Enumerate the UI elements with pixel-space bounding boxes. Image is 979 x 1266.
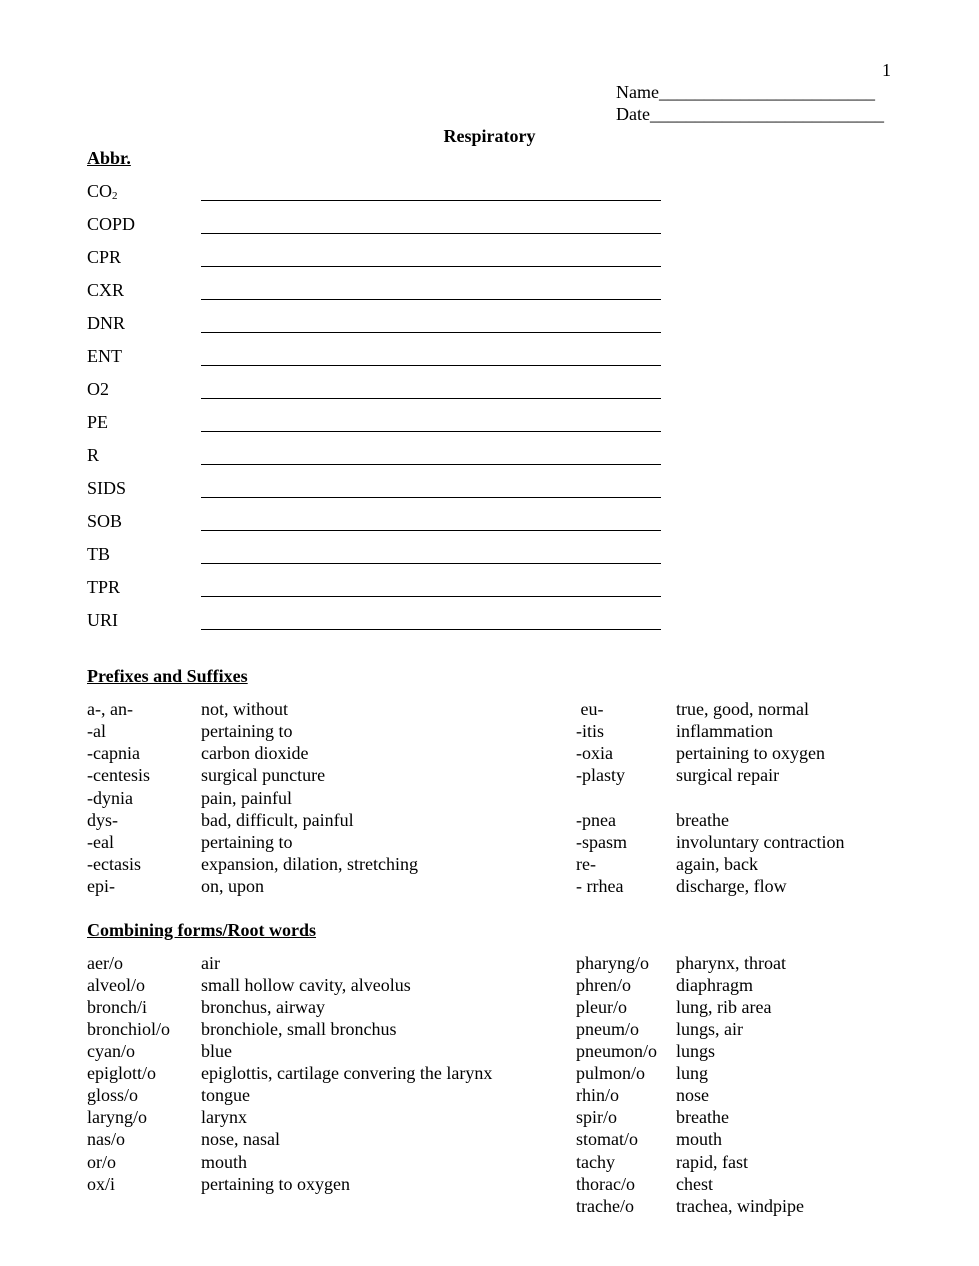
- abbr-item: TPR: [87, 577, 121, 597]
- abbr-answer-line[interactable]: [201, 233, 661, 234]
- prefix-definition: pain, painful: [201, 788, 292, 808]
- suffix-term: -itis: [576, 721, 605, 741]
- prefix-definition: not, without: [201, 699, 289, 719]
- abbr-item: URI: [87, 610, 118, 630]
- root-term: alveol/o: [87, 975, 145, 995]
- suffix-term: -pnea: [576, 810, 616, 830]
- suffix-term: -spasm: [576, 832, 627, 852]
- abbr-item: TB: [87, 544, 111, 564]
- abbr-answer-line[interactable]: [201, 563, 661, 564]
- prefix-term: dys-: [87, 810, 118, 830]
- abbr-co2-subscript: 2: [112, 190, 118, 202]
- abbr-item: DNR: [87, 313, 126, 333]
- abbr-item: ENT: [87, 346, 122, 366]
- root-definition: lung, rib area: [676, 997, 772, 1017]
- root-term: aer/o: [87, 953, 123, 973]
- prefix-term: -eal: [87, 832, 114, 852]
- prefix-term: -capnia: [87, 743, 140, 763]
- suffix-definition: inflammation: [676, 721, 773, 741]
- root-term: rhin/o: [576, 1085, 619, 1105]
- root-term: bronch/i: [87, 997, 147, 1017]
- root-term: thorac/o: [576, 1174, 635, 1194]
- root-term: nas/o: [87, 1129, 125, 1149]
- root-term: or/o: [87, 1152, 116, 1172]
- root-term: pneum/o: [576, 1019, 639, 1039]
- prefix-term: -al: [87, 721, 106, 741]
- abbr-answer-line[interactable]: [201, 431, 661, 432]
- root-definition: lungs, air: [676, 1019, 743, 1039]
- root-term: ox/i: [87, 1174, 116, 1194]
- root-term: pharyng/o: [576, 953, 649, 973]
- root-definition: air: [201, 953, 220, 973]
- root-definition: pharynx, throat: [676, 953, 786, 973]
- root-term: cyan/o: [87, 1041, 135, 1061]
- root-term: bronchiol/o: [87, 1019, 170, 1039]
- abbr-item: PE: [87, 412, 109, 432]
- prefix-term: a-, an-: [87, 699, 133, 719]
- root-definition: trachea, windpipe: [676, 1196, 804, 1216]
- prefix-definition: pertaining to: [201, 721, 293, 741]
- root-definition: pertaining to oxygen: [201, 1174, 350, 1194]
- suffix-definition: again, back: [676, 854, 758, 874]
- root-term: phren/o: [576, 975, 631, 995]
- abbr-answer-line[interactable]: [201, 530, 661, 531]
- date-field[interactable]: Date__________________________: [616, 104, 884, 124]
- root-definition: lung: [676, 1063, 709, 1083]
- root-definition: mouth: [201, 1152, 248, 1172]
- suffix-term: - rrhea: [576, 876, 624, 896]
- page-number: 1: [882, 60, 891, 80]
- suffix-term: -oxia: [576, 743, 613, 763]
- suffix-definition: true, good, normal: [676, 699, 809, 719]
- root-term: tachy: [576, 1152, 615, 1172]
- root-term: gloss/o: [87, 1085, 139, 1105]
- prefix-definition: carbon dioxide: [201, 743, 309, 763]
- abbr-answer-line[interactable]: [201, 299, 661, 300]
- root-term: stomat/o: [576, 1129, 638, 1149]
- abbr-answer-line[interactable]: [201, 596, 661, 597]
- suffix-term: re-: [576, 854, 596, 874]
- prefixes-heading: Prefixes and Suffixes: [87, 666, 248, 686]
- prefix-definition: expansion, dilation, stretching: [201, 854, 418, 874]
- root-definition: epiglottis, cartilage convering the larynx: [201, 1063, 493, 1083]
- root-definition: nose, nasal: [201, 1129, 280, 1149]
- prefix-term: -ectasis: [87, 854, 141, 874]
- prefix-definition: bad, difficult, painful: [201, 810, 354, 830]
- abbr-answer-line[interactable]: [201, 497, 661, 498]
- root-definition: nose: [676, 1085, 709, 1105]
- suffix-definition: surgical repair: [676, 765, 780, 785]
- abbr-answer-line[interactable]: [201, 464, 661, 465]
- root-term: laryng/o: [87, 1107, 147, 1127]
- abbr-item: CPR: [87, 247, 122, 267]
- suffix-definition: pertaining to oxygen: [676, 743, 825, 763]
- abbr-item: O2: [87, 379, 109, 399]
- root-definition: bronchiole, small bronchus: [201, 1019, 397, 1039]
- root-definition: tongue: [201, 1085, 250, 1105]
- prefix-term: -dynia: [87, 788, 133, 808]
- abbr-heading: Abbr.: [87, 148, 131, 168]
- suffix-term: -plasty: [576, 765, 625, 785]
- suffix-definition: breathe: [676, 810, 729, 830]
- root-term: pneumon/o: [576, 1041, 657, 1061]
- abbr-answer-line[interactable]: [201, 332, 661, 333]
- prefix-definition: pertaining to: [201, 832, 293, 852]
- root-term: epiglott/o: [87, 1063, 156, 1083]
- abbr-answer-line[interactable]: [201, 266, 661, 267]
- root-term: pulmon/o: [576, 1063, 646, 1083]
- abbr-item: R: [87, 445, 100, 465]
- abbr-item: COPD: [87, 214, 136, 234]
- page-title: Respiratory: [443, 126, 536, 146]
- root-definition: breathe: [676, 1107, 729, 1127]
- abbr-answer-line[interactable]: [201, 629, 661, 630]
- prefix-definition: on, upon: [201, 876, 264, 896]
- root-definition: small hollow cavity, alveolus: [201, 975, 411, 995]
- prefix-term: -centesis: [87, 765, 150, 785]
- root-definition: larynx: [201, 1107, 247, 1127]
- abbr-item: SIDS: [87, 478, 127, 498]
- root-definition: rapid, fast: [676, 1152, 748, 1172]
- root-definition: diaphragm: [676, 975, 753, 995]
- suffix-definition: involuntary contraction: [676, 832, 845, 852]
- root-term: pleur/o: [576, 997, 627, 1017]
- abbr-answer-line[interactable]: [201, 365, 661, 366]
- combining-forms-heading: Combining forms/Root words: [87, 920, 317, 940]
- suffix-definition: discharge, flow: [676, 876, 787, 896]
- abbr-co2-text: CO: [87, 181, 113, 201]
- prefix-term: epi-: [87, 876, 115, 896]
- prefix-definition: surgical puncture: [201, 765, 326, 785]
- root-definition: mouth: [676, 1129, 723, 1149]
- root-term: trache/o: [576, 1196, 634, 1216]
- abbr-answer-line[interactable]: [201, 398, 661, 399]
- root-definition: chest: [676, 1174, 713, 1194]
- root-definition: blue: [201, 1041, 232, 1061]
- suffix-term: eu-: [576, 699, 604, 719]
- root-term: spir/o: [576, 1107, 618, 1127]
- abbr-answer-line[interactable]: [201, 200, 661, 201]
- abbr-item: SOB: [87, 511, 123, 531]
- root-definition: bronchus, airway: [201, 997, 325, 1017]
- name-field[interactable]: Name________________________: [616, 82, 875, 102]
- root-definition: lungs: [676, 1041, 716, 1061]
- abbr-item: CXR: [87, 280, 125, 300]
- abbr-item: [87, 180, 118, 207]
